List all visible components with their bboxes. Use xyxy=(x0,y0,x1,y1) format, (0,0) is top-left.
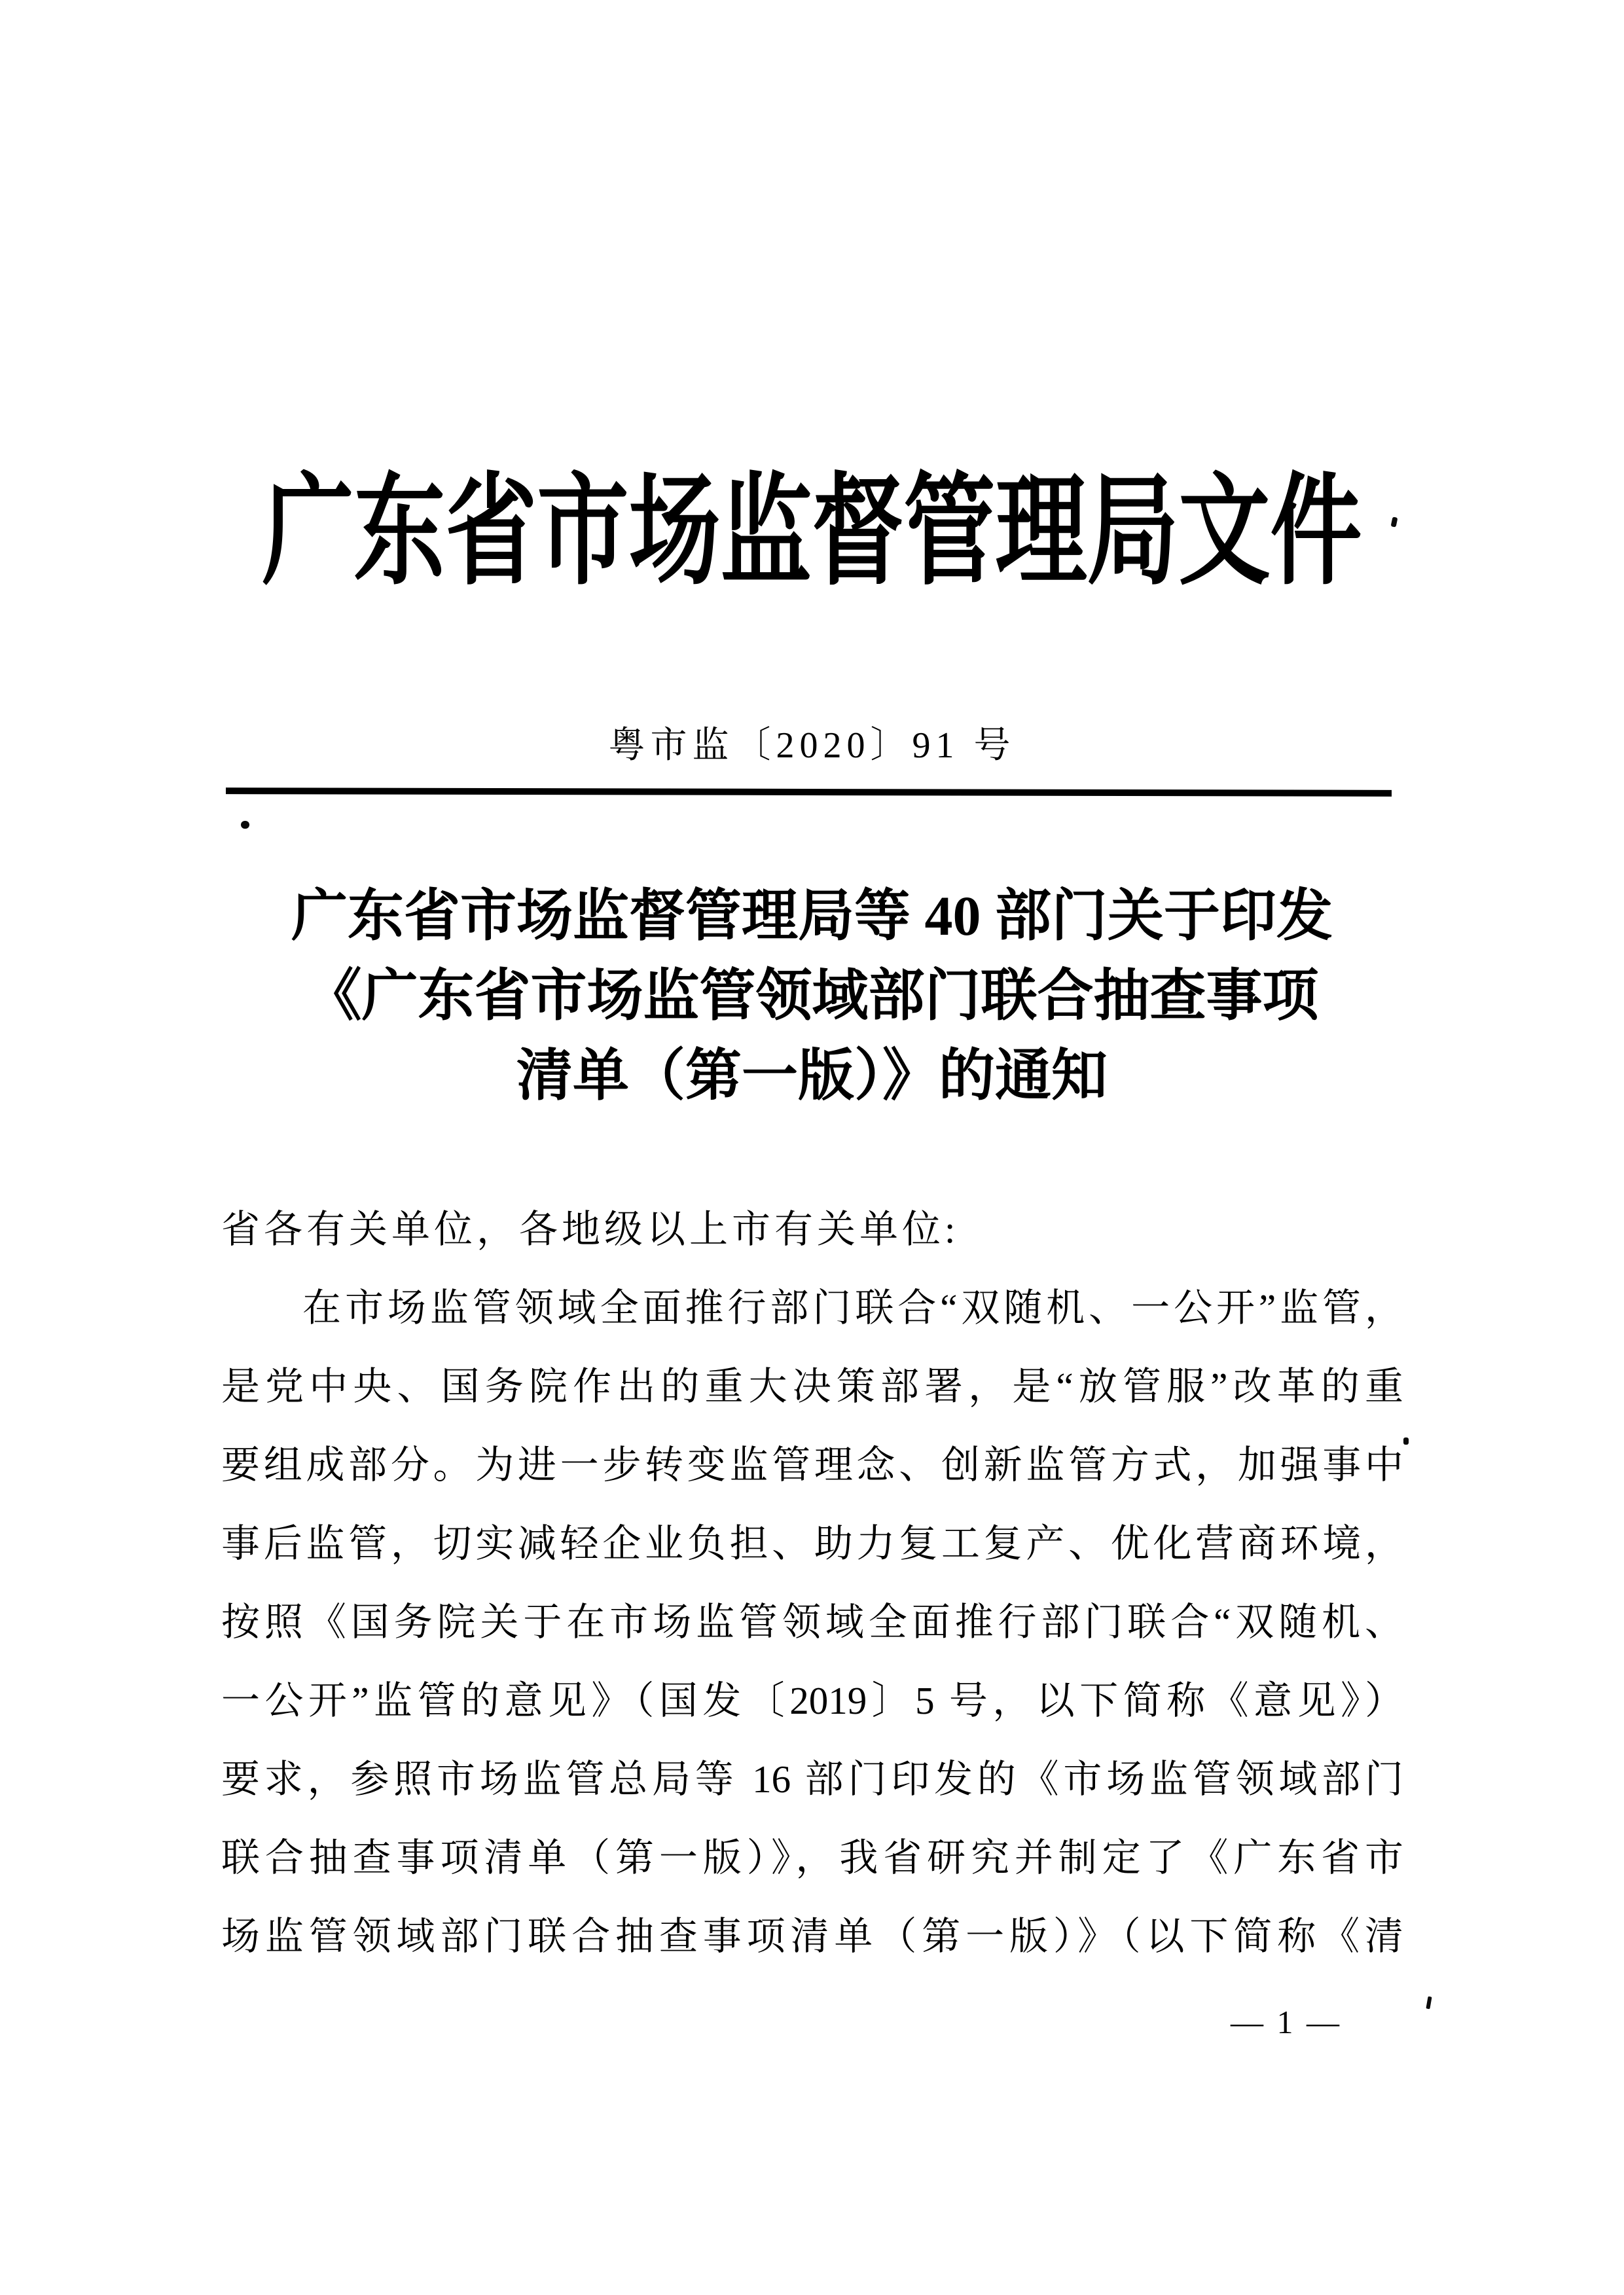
body-line: 联合抽查事项清单（第一版）》，我省研究并制定了《广东省市 xyxy=(221,1836,1403,1879)
body-line: 一公开”监管的意见》（国发〔2019〕5 号，以下简称《意见》） xyxy=(221,1679,1403,1722)
page-number: — 1 — xyxy=(1231,2004,1342,2040)
notice-heading-line-2: 《广东省市场监管领域部门联合抽查事项 xyxy=(305,964,1319,1027)
document-number: 粤市监〔2020〕91 号 xyxy=(608,725,1016,766)
body-line: 是党中央、国务院作出的重大决策部署，是“放管服”改革的重 xyxy=(221,1365,1403,1408)
body-line: 要组成部分。为进一步转变监管理念、创新监管方式，加强事中 xyxy=(221,1443,1403,1487)
scan-artifact xyxy=(241,821,249,829)
scan-artifact xyxy=(1403,1437,1409,1445)
body-line: 在市场监管领域全面推行部门联合“双随机、一公开”监管， xyxy=(302,1286,1403,1329)
salutation-line: 省各有关单位，各地级以上市有关单位: xyxy=(221,1208,960,1251)
body-line: 场监管领域部门联合抽查事项清单（第一版）》（以下简称《清 xyxy=(221,1915,1403,1958)
body-line: 事后监管，切实减轻企业负担、助力复工复产、优化营商环境， xyxy=(221,1522,1403,1565)
scan-artifact xyxy=(1426,1997,1432,2010)
document-title: 广东省市场监督管理局文件 xyxy=(262,465,1362,600)
notice-heading-line-3: 清单（第一版）》的通知 xyxy=(516,1044,1108,1107)
masthead-separator-rule xyxy=(226,787,1392,797)
body-line: 按照《国务院关于在市场监管领域全面推行部门联合“双随机、 xyxy=(221,1600,1403,1644)
body-text xyxy=(221,1190,1403,1976)
body-line: 要求，参照市场监管总局等 16 部门印发的《市场监管领域部门 xyxy=(221,1758,1403,1801)
notice-heading xyxy=(0,876,1624,1115)
notice-heading-line-1: 广东省市场监督管理局等 40 部门关于印发 xyxy=(291,884,1333,947)
